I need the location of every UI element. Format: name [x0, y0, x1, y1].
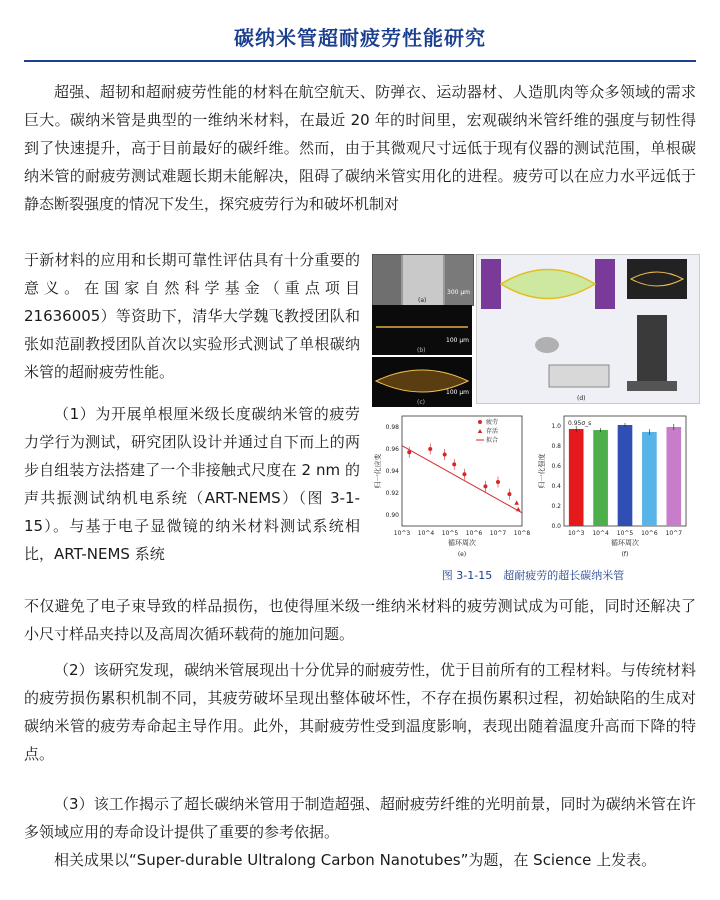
data-point-survival — [514, 500, 519, 504]
chart-panel-e-strain-vs-cycles — [372, 408, 532, 558]
label-d: (d) — [577, 395, 586, 402]
x-tick-label: 10^3 — [567, 530, 585, 537]
y-tick-label: 0.2 — [551, 503, 561, 510]
legend-label-fit: 拟合 — [486, 437, 499, 444]
bar — [569, 429, 584, 526]
y-tick-label: 0.98 — [385, 424, 399, 431]
label-c: (c) — [417, 399, 425, 406]
y-tick-label: 0.96 — [385, 446, 399, 453]
paragraph-funding: 于新材料的应用和长期可靠性评估具有十分重要的意义。在国家自然科学基金（重点项目 21636005）等资助下，清华大学魏飞教授团队和张如范副教授团队首次以实验形式测试了单根碳纳米管的超耐疲劳性能。 — [24, 251, 360, 381]
bar — [666, 427, 681, 526]
data-point-fatigue — [483, 484, 487, 488]
bar — [618, 425, 633, 526]
y-tick-label: 0.4 — [551, 483, 561, 490]
y-axis-label: 归一化强度 — [538, 453, 546, 489]
y-tick-label: 0.8 — [551, 443, 561, 450]
label-b: (b) — [417, 347, 426, 354]
y-tick-label: 0.94 — [385, 468, 399, 475]
data-point-fatigue — [462, 472, 466, 476]
data-point-fatigue — [496, 480, 500, 484]
data-point-fatigue — [428, 447, 432, 451]
x-tick-label: 10^6 — [465, 530, 483, 537]
y-tick-label: 0.0 — [551, 523, 561, 530]
legend-marker-survival — [478, 429, 483, 433]
bar — [593, 430, 608, 526]
y-tick-label: 0.6 — [551, 463, 561, 470]
paragraph-intro: 超强、超韧和超耐疲劳性能的材料在航空航天、防弹衣、运动器材、人造肌肉等众多领域的需求巨大。碳纳米管是典型的一维纳米材料，在最近 20 年的时间里，宏观碳纳米管纤维的强度与韧性得到了快速提升，高于目前最好的碳纤维。然而，由于其微观尺寸远低于现有仪器的测试范围，单根碳纳米管的耐疲劳测试难题长期未能解决，阻碍了碳纳米管实用化的进程。疲劳可以在应力水平远低于静态断裂强度的情况下发生，探究疲劳行为和破坏机制对 — [24, 83, 696, 213]
fit-line — [402, 446, 522, 513]
figure-panel-a-sem-image — [372, 254, 474, 306]
figure-caption: 图 3-1-15 超耐疲劳的超长碳纳米管 — [441, 569, 625, 582]
y-axis-label: 归一化应变 — [374, 453, 382, 489]
paragraph-finding-1: （1）为开展单根厘米级长度碳纳米管的疲劳力学行为测试，研究团队设计并通过自下而上的两步自组装方法搭建了一个非接触式尺度在 2 nm 的声共振测试纳机电系统（ART-NEMS）（图 3-1-15）。与基于电子显微镜的纳米材料测试系统相比，ART-NEMS 系统 — [24, 405, 360, 563]
x-tick-label: 10^5 — [616, 530, 634, 537]
y-tick-label: 1.0 — [551, 423, 561, 430]
paragraph-finding-3: （3）该工作揭示了超长碳纳米管用于制造超强、超耐疲劳纤维的光明前景，同时为碳纳米管在许多领域应用的寿命设计提供了重要的参考依据。 — [24, 795, 696, 841]
setup-drawing — [477, 255, 699, 403]
y-tick-label: 0.90 — [385, 512, 399, 519]
data-point-fatigue — [452, 462, 456, 466]
panel-label-f: (f) — [621, 551, 629, 558]
scalebar-b: 100 μm — [446, 337, 470, 344]
x-tick-label: 10^6 — [641, 530, 658, 537]
x-tick-label: 10^4 — [592, 530, 609, 537]
label-a: (a) — [418, 297, 427, 304]
bar — [642, 432, 657, 526]
x-tick-label: 10^3 — [393, 530, 411, 537]
x-tick-label: 10^4 — [417, 530, 435, 537]
data-point-fatigue — [507, 492, 511, 496]
x-axis-label: 循环周次 — [611, 539, 639, 547]
data-point-survival — [516, 507, 521, 511]
chart-panel-f-strength-bars — [536, 408, 696, 558]
paragraph-publication: 相关成果以“Super-durable Ultralong Carbon Nanotubes”为题，在 Science 上发表。 — [54, 851, 657, 869]
legend-marker-fatigue — [478, 420, 482, 424]
data-point-fatigue — [407, 450, 411, 454]
x-tick-label: 10^8 — [513, 530, 531, 537]
scalebar-a: 300 μm — [447, 289, 471, 296]
figure-panel-b-cnt-image — [372, 305, 472, 355]
x-tick-label: 10^5 — [441, 530, 459, 537]
paragraph-finding-1-cont: 不仅避免了电子束导致的样品损伤，也使得厘米级一维纳米材料的疲劳测试成为可能，同时还解决了小尺寸样品夹持以及高周次循环载荷的施加问题。 — [24, 597, 696, 643]
legend-label-survival: 存活 — [486, 428, 499, 435]
figure-panel-c-cnt-resonance — [372, 357, 472, 407]
annotation-0-95-sigma: 0.95σ_s — [568, 420, 592, 427]
figure-panel-d-setup-illustration — [476, 254, 700, 404]
plot-frame — [402, 416, 522, 526]
y-tick-label: 0.92 — [385, 490, 399, 497]
x-tick-label: 10^7 — [489, 530, 507, 537]
data-point-fatigue — [443, 453, 447, 457]
x-axis-label: 循环周次 — [448, 539, 476, 547]
article-title: 碳纳米管超耐疲劳性能研究 — [234, 26, 486, 50]
title-rule — [24, 60, 696, 62]
panel-label-e: (e) — [457, 551, 467, 558]
paragraph-finding-2: （2）该研究发现，碳纳米管展现出十分优异的耐疲劳性，优于目前所有的工程材料。与传统材料的疲劳损伤累积机制不同，其疲劳破坏呈现出整体破坏性，不存在损伤累积过程，初始缺陷的生成对碳纳米管的疲劳寿命起主导作用。此外，其耐疲劳性受到温度影响，表现出随着温度升高而下降的特点。 — [24, 661, 696, 763]
legend-label-fatigue: 疲劳 — [486, 419, 499, 426]
x-tick-label: 10^7 — [665, 530, 683, 537]
scalebar-c: 100 μm — [446, 389, 470, 396]
